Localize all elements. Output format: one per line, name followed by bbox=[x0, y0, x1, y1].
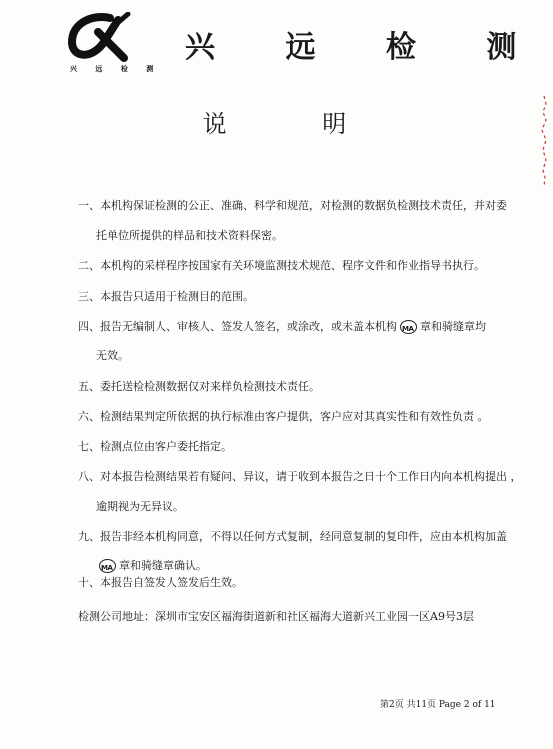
clause-1-continued: 托单位所提供的样品和技术资料保密。 bbox=[96, 229, 283, 242]
clause-2: 二、本机构的采样程序按国家有关环境监测技术规范、程序文件和作业指导书执行。 bbox=[78, 259, 485, 272]
clause-3: 三、本报告只适用于检测目的范围。 bbox=[78, 290, 254, 303]
clause-5: 五、委托送检检测数据仅对来样负检测技术责任。 bbox=[78, 380, 320, 393]
clause-9-continued: MA章和骑缝章确认。 bbox=[96, 559, 207, 573]
company-address: 检测公司地址：深圳市宝安区福海街道新和社区福海大道新兴工业园一区A9号3层 bbox=[78, 610, 474, 623]
cma-stamp-icon bbox=[99, 559, 116, 573]
clause-10: 十、本报告自签发人签发后生效。 bbox=[78, 576, 243, 589]
seal-edge-mark bbox=[540, 96, 548, 186]
clause-8-continued: 逾期视为无异议。 bbox=[96, 500, 184, 513]
clause-1: 一、本机构保证检测的公正、准确、科学和规范，对检测的数据负检测技术责任，并对委 bbox=[78, 199, 507, 212]
clause-4-continued: 无效。 bbox=[96, 349, 129, 362]
clause-7: 七、检测点位由客户委托指定。 bbox=[78, 440, 232, 453]
clause-8: 八、对本报告检测结果若有疑问、异议，请于收到本报告之日十个工作日内向本机构提出 ， bbox=[78, 470, 522, 483]
cma-stamp-icon bbox=[400, 320, 417, 334]
company-logo bbox=[64, 12, 136, 62]
clause-9: 九、报告非经本机构同意，不得以任何方式复制，经同意复制的复印件，应由本机构加盖 bbox=[78, 530, 507, 543]
page-title: 说 明 bbox=[202, 110, 391, 138]
company-name: 兴 远 检 测 bbox=[185, 30, 547, 65]
page-number: 第2页 共11页 Page 2 of 11 bbox=[380, 700, 496, 710]
clause-4: 四、报告无编制人、审核人、签发人签名，或涂改，或未盖本机构MA 章和骑缝章均 bbox=[78, 320, 486, 334]
clause-6: 六、检测结果判定所依据的执行标准由客户提供，客户应对其真实性和有效性负责 。 bbox=[78, 410, 489, 423]
logo-subtitle: 兴 远 检 测 bbox=[70, 64, 162, 73]
